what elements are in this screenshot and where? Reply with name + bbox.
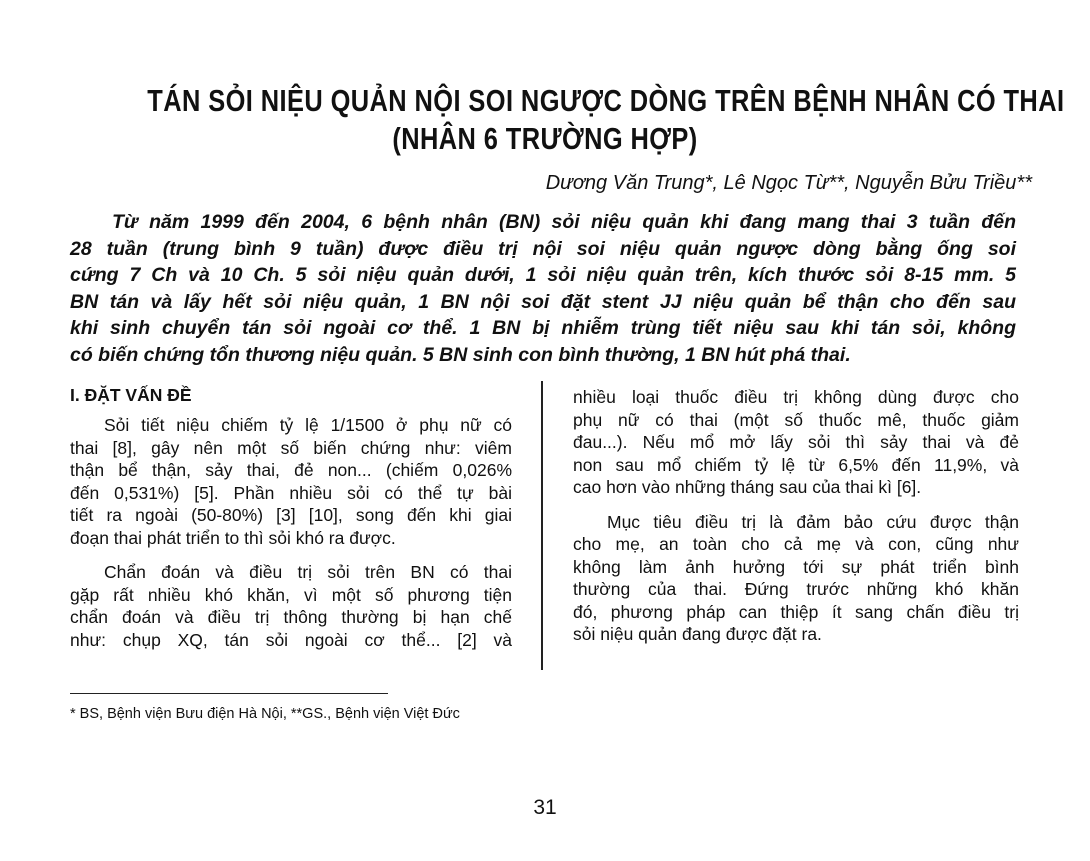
article-title (147, 82, 1065, 158)
text-line: thường của thai. Đứng trước những khó khăn (573, 579, 1019, 599)
text-line: chẩn đoán và điều trị thông thường bị hạn chế (70, 607, 512, 627)
text-line: non sau mổ chiếm tỷ lệ từ 6,5% đến 11,9%, và (573, 454, 1019, 475)
paragraph (70, 561, 512, 651)
footnote-rule (70, 693, 388, 694)
text-line: cao hơn vào những tháng sau của thai kì [6]. (573, 477, 922, 497)
text-line: gặp rất nhiều khó khăn, vì một số phương tiện (70, 584, 512, 605)
text-line: Sỏi tiết niệu chiếm tỷ lệ 1/1500 ở phụ nữ có (104, 415, 512, 435)
page-number: 31 (533, 796, 557, 819)
section-heading: I. ĐẶT VẤN ĐỀ (70, 385, 192, 405)
text-line: nhiều loại thuốc điều trị không dùng được cho (573, 387, 1019, 407)
text-line: Mục tiêu điều trị là đảm bảo cứu được thận (607, 511, 1019, 532)
abstract-line: 28 tuần (trung bình 9 tuần) được điều trị nội soi niệu quản ngược dòng bằng ống soi (70, 237, 1016, 260)
author-list: Dương Văn Trung*, Lê Ngọc Từ**, Nguyễn Bửu Triều** (545, 172, 1032, 194)
text-line: tiết ra ngoài (50-80%) [3] [10], song đến khi giai (70, 505, 512, 525)
abstract (70, 209, 1016, 368)
text-line: sỏi niệu quản đang được đặt ra. (573, 624, 822, 644)
paragraph (573, 511, 1019, 646)
text-line: phụ nữ có thai (một số thuốc mê, thuốc giảm (573, 409, 1019, 430)
column-divider (541, 381, 543, 670)
paragraph (70, 414, 512, 549)
text-line: thận bể thận, sảy thai, đẻ non... (chiếm 0,026% (70, 460, 512, 480)
text-line: như: chụp XQ, tán sỏi ngoài cơ thể... [2] và (70, 629, 512, 650)
article-title-line-2: (NHÂN 6 TRƯỜNG HỢP) (392, 121, 698, 156)
text-line: đến 0,531%) [5]. Phần nhiều sỏi có thể tự bài (70, 482, 512, 503)
abstract-line: khi sinh chuyển tán sỏi ngoài cơ thể. 1 BN bị nhiễm trùng tiết niệu sau khi tán sỏi, không (70, 317, 1016, 339)
text-line: đó, phương pháp can thiệp ít sang chấn điều trị (573, 601, 1019, 622)
text-line: thai [8], gây nên một số biến chứng như: viêm (70, 437, 512, 458)
abstract-line: có biến chứng tổn thương niệu quản. 5 BN sinh con bình thường, 1 BN hút phá thai. (70, 343, 851, 366)
text-line: đoạn thai phát triển to thì sỏi khó ra được. (70, 527, 396, 548)
text-line: đau...). Nếu mổ mở lấy sỏi thì sảy thai và đẻ (573, 432, 1019, 452)
abstract-line: cứng 7 Ch và 10 Ch. 5 sỏi niệu quản dưới, 1 sỏi niệu quản trên, kích thước sỏi 8-15 mm. 5 (70, 264, 1016, 286)
abstract-line: BN tán và lấy hết sỏi niệu quản, 1 BN nội soi đặt stent JJ niệu quản bể thận cho đến sau (70, 290, 1016, 313)
left-column (70, 384, 512, 651)
text-line: cho mẹ, an toàn cho cả mẹ và con, cũng như (573, 534, 1019, 554)
article-title-line-1: TÁN SỎI NIỆU QUẢN NỘI SOI NGƯỢC DÒNG TRÊN BỆNH NHÂN CÓ THAI (147, 83, 1065, 118)
right-column (573, 386, 1019, 646)
text-line: Chẩn đoán và điều trị sỏi trên BN có thai (104, 562, 512, 582)
footnote: * BS, Bệnh viện Bưu điện Hà Nội, **GS., Bệnh viện Việt Đức (70, 706, 460, 722)
abstract-line: Từ năm 1999 đến 2004, 6 bệnh nhân (BN) sỏi niệu quản khi đang mang thai 3 tuần đến (112, 211, 1016, 233)
text-line: không làm ảnh hưởng tới sự phát triển bình (573, 556, 1019, 577)
paragraph (573, 386, 1019, 499)
